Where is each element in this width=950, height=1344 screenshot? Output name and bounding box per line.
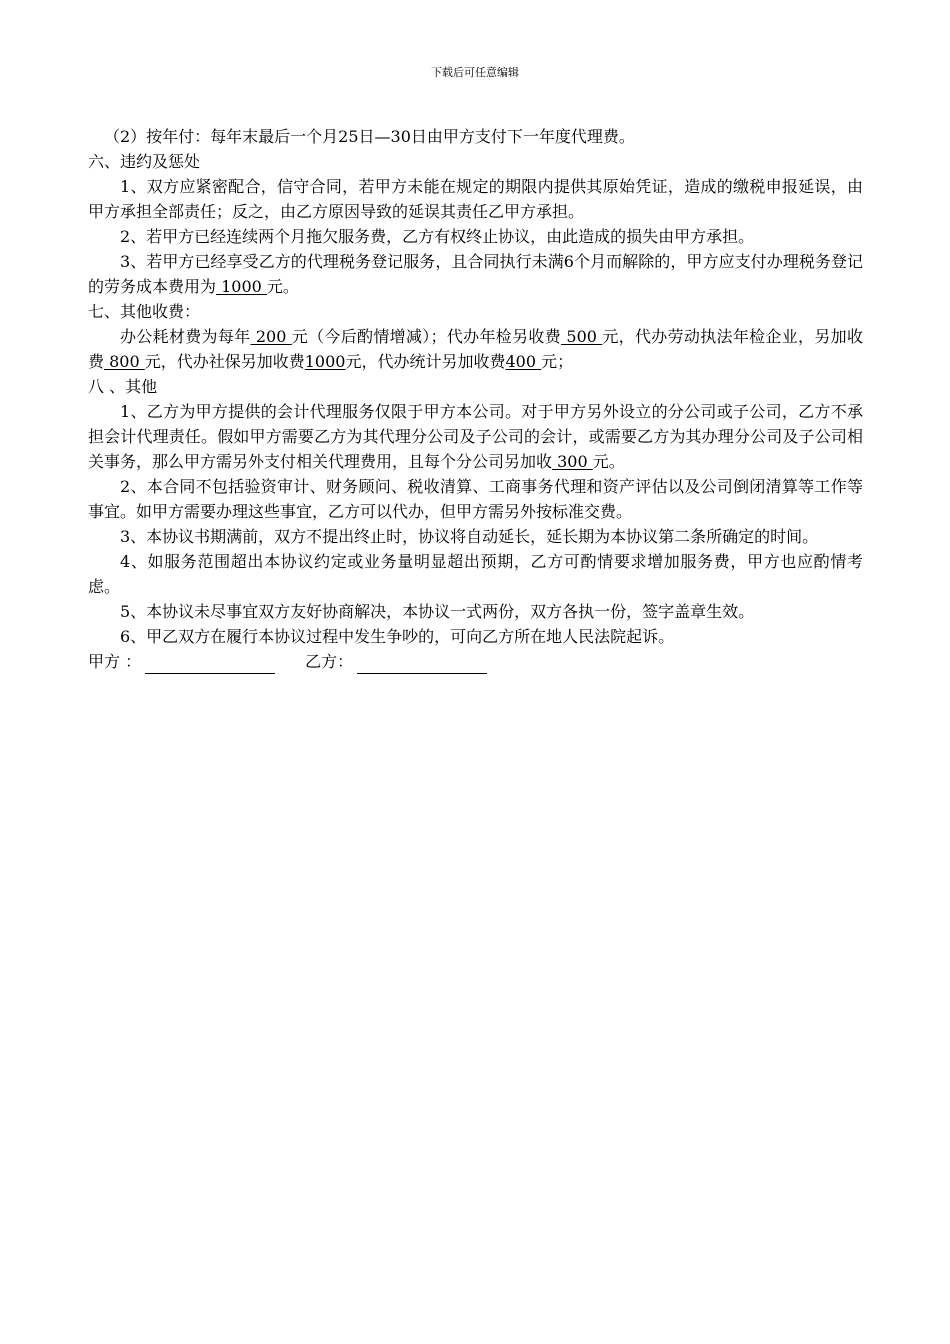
section-8-item-1-unit: 元。 — [592, 452, 625, 471]
labor-inspection-label: 元，代办劳动执法年检企业，另加收费 — [88, 327, 863, 371]
section-8-item-1 — [88, 399, 863, 474]
section-8-item-1-text: 1、乙方为甲方提供的会计代理服务仅限于甲方本公司。对于甲方另外设立的分公司或子公司，乙方不承担会计代理责任。假如甲方需要乙方为其代理分公司及子公司的会计，或需要乙方为其办理分公司及子公司相关事务，那么甲方需另外支付相关代理费用，且每个分公司另加收 — [88, 402, 863, 471]
office-supplies-amount: 200 — [250, 327, 292, 346]
section-6-item-3 — [88, 249, 863, 299]
annual-inspection-amount: 500 — [561, 327, 603, 346]
social-security-amount: 1000 — [304, 352, 346, 371]
section-6-heading: 六、违约及惩处 — [88, 152, 201, 171]
page-header: 下载后可任意编辑 — [431, 66, 519, 79]
party-a-label: 甲方 ： — [88, 652, 142, 671]
section-7-fees — [88, 324, 863, 374]
section-6-item-3-unit: 元。 — [266, 277, 299, 296]
section-8-heading: 八 、其他 — [88, 377, 158, 396]
statistics-label: 元，代办统计另加收费 — [345, 352, 506, 371]
section-7-end: 元； — [541, 352, 574, 371]
section-6-item-2: 2、若甲方已经连续两个月拖欠服务费，乙方有权终止协议，由此造成的损失由甲方承担。 — [120, 227, 755, 246]
document-body — [88, 124, 863, 674]
signature-row — [88, 649, 863, 674]
section-6-item-1: 1、双方应紧密配合，信守合同，若甲方未能在规定的期限内提供其原始凭证，造成的缴税申报延误，由甲方承担全部责任；反之，由乙方原因导致的延误其责任乙甲方承担。 — [88, 177, 863, 221]
statistics-amount: 400 — [505, 352, 542, 371]
payment-clause-annual: （2）按年付：每年末最后一个月25日—30日由甲方支付下一年度代理费。 — [104, 127, 635, 146]
section-8-item-5: 5、本协议未尽事宜双方友好协商解决，本协议一式两份，双方各执一份，签字盖章生效。 — [120, 602, 755, 621]
registration-fee-amount: 1000 — [216, 277, 267, 296]
section-8-item-4: 4、如服务范围超出本协议约定或业务量明显超出预期，乙方可酌情要求增加服务费，甲方也应酌情考虑。 — [88, 552, 863, 596]
party-a-signature-line — [145, 655, 275, 674]
labor-inspection-amount: 800 — [104, 352, 145, 371]
section-6-item-3-text: 3、若甲方已经享受乙方的代理税务登记服务，且合同执行未满6个月而解除的，甲方应支付办理税务登记的劳务成本费用为 — [88, 252, 863, 296]
section-7-heading: 七、其他收费： — [88, 302, 201, 321]
social-security-label: 元，代办社保另加收费 — [144, 352, 305, 371]
section-8-item-6: 6、甲乙双方在履行本协议过程中发生争吵的，可向乙方所在地人民法院起诉。 — [120, 627, 675, 646]
party-b-label: 乙方： — [305, 652, 354, 671]
section-8-item-3: 3、本协议书期满前，双方不提出终止时，协议将自动延长，延长期为本协议第二条所确定的时间。 — [120, 527, 819, 546]
section-8-item-2: 2、本合同不包括验资审计、财务顾问、税收清算、工商事务代理和资产评估以及公司倒闭清算等工作等事宜。如甲方需要办理这些事宜，乙方可以代办，但甲方需另外按标准交费。 — [88, 477, 863, 521]
office-supplies-label: 办公耗材费为每年 — [120, 327, 251, 346]
branch-fee-amount: 300 — [552, 452, 593, 471]
annual-inspection-label: 元（今后酌情增减）；代办年检另收费 — [291, 327, 562, 346]
party-b-signature-line — [357, 655, 487, 674]
